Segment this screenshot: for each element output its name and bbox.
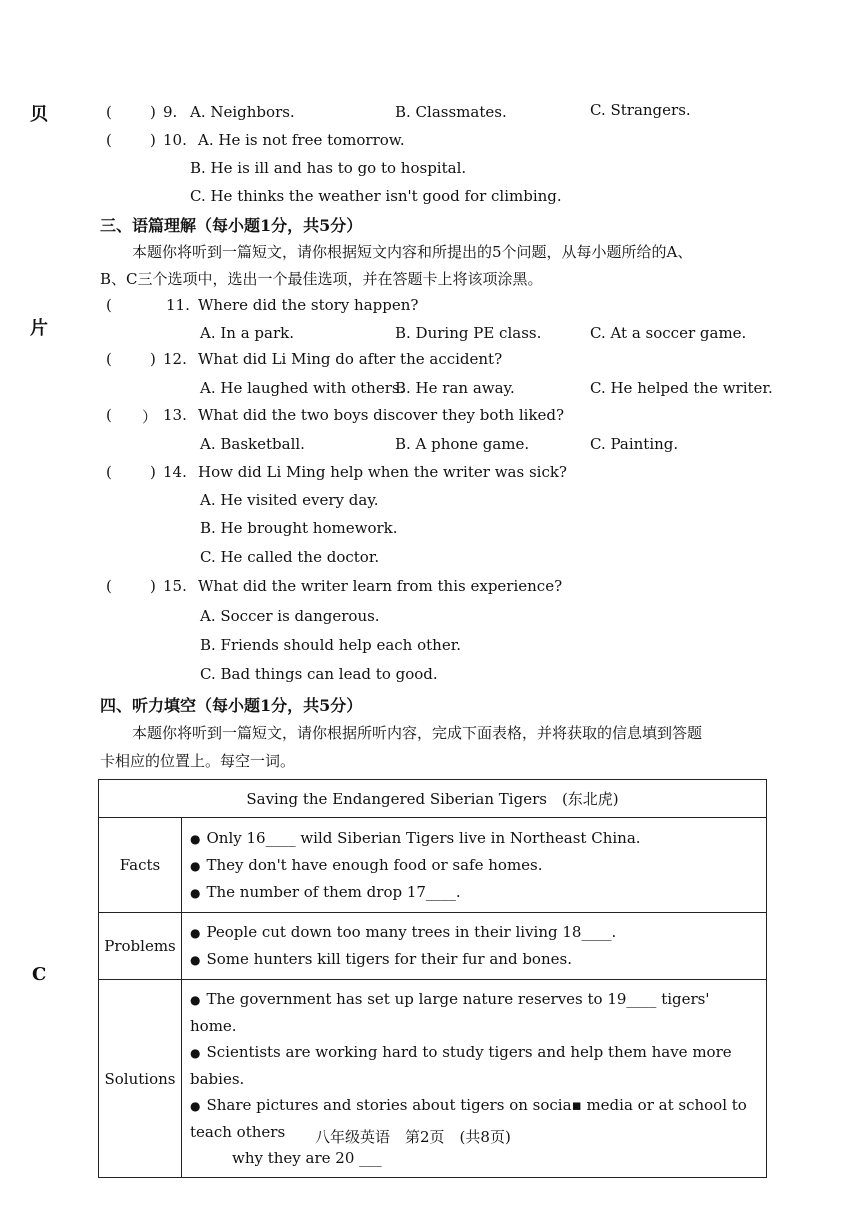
question-text: Where did the story happen? [198,296,419,314]
option-c: C. He called the doctor. [200,548,380,566]
question-text: What did the writer learn from this experience? [198,577,563,595]
section-3-instruction-cont: B、C三个选项中，选出一个最佳选项，并在答题卡上将该项涂黑。 [100,270,543,288]
answer-paren-open: ( [106,131,112,149]
solutions-label: Solutions [99,980,182,1178]
facts-item: ● The number of them drop 17____. [190,879,758,906]
option-b: B. He brought homework. [200,519,398,537]
problems-cell [182,913,767,980]
question-number: 13. [163,406,187,424]
answer-paren-close: ) [150,463,156,481]
facts-item: ● They don't have enough food or safe homes. [190,852,758,879]
answer-paren-open: ( [106,406,112,424]
tiger-info-table [98,779,767,1178]
answer-paren-close: ) [150,350,156,368]
option-a: A. He laughed with others. [200,379,405,397]
option-c: C. Painting. [590,435,679,453]
answer-paren-open: ( [106,103,112,121]
margin-mark-middle: 片 [30,318,48,339]
answer-paren-open: ( [106,463,112,481]
question-number: 14. [163,463,187,481]
option-c: C. Bad things can lead to good. [200,665,438,683]
facts-cell [182,818,767,913]
answer-paren-close: ) [150,577,156,595]
option-a: A. He visited every day. [200,491,379,509]
problems-label: Problems [99,913,182,980]
section-4-heading: 四、听力填空（每小题1分，共5分） [100,696,363,715]
answer-paren-close: ) [150,131,156,149]
option-c: C. He helped the writer. [590,379,773,397]
option-a: A. He is not free tomorrow. [198,131,405,149]
problems-item: ● Some hunters kill tigers for their fur and bones. [190,946,758,973]
question-number: 15. [163,577,187,595]
solutions-item: ● Share pictures and stories about tigers on socia▪ media or at school to teach others [190,1092,758,1145]
section-4-instruction: 本题你将听到一篇短文，请你根据所听内容，完成下面表格，并将获取的信息填到答题 [132,724,703,742]
margin-mark-top: 贝 [30,104,48,125]
section-3-heading: 三、语篇理解（每小题1分，共5分） [100,216,363,235]
option-c: C. Strangers. [590,101,691,119]
option-b: B. During PE class. [395,324,542,342]
solutions-item: ● Scientists are working hard to study tigers and help them have more babies. [190,1039,758,1092]
question-number: 9. [163,103,178,121]
option-b: B. He ran away. [395,379,515,397]
section-3-instruction: 本题你将听到一篇短文，请你根据短文内容和所提出的5个问题，从每小题所给的A、 [132,243,693,261]
solutions-item-continuation: why they are 20 ___ [232,1149,382,1167]
question-number: 12. [163,350,187,368]
facts-item: ● Only 16____ wild Siberian Tigers live in Northeast China. [190,825,758,852]
option-a: A. Basketball. [200,435,305,453]
solutions-cell [182,980,767,1178]
answer-paren-open: ( [106,350,112,368]
answer-paren-open: ( [106,577,112,595]
option-b: B. Friends should help each other. [200,636,461,654]
page-footer: 八年级英语 第2页 (共8页) [315,1128,511,1146]
facts-label: Facts [99,818,182,913]
option-a: A. In a park. [200,324,295,342]
answer-paren-open: ( [106,296,112,314]
solutions-item: ● The government has set up large nature reserves to 19____ tigers' home. [190,986,758,1039]
option-a: A. Soccer is dangerous. [200,607,380,625]
margin-mark-bottom: C [32,964,47,985]
question-text: How did Li Ming help when the writer was sick? [198,463,567,481]
question-number: 10. [163,131,187,149]
question-text: What did the two boys discover they both liked? [198,406,565,424]
option-a: A. Neighbors. [190,103,295,121]
option-c: C. He thinks the weather isn't good for climbing. [190,187,562,205]
table-title: Saving the Endangered Siberian Tigers (东北虎) [99,780,767,818]
answer-paren-close: ） [142,408,158,426]
answer-paren-close: ) [150,103,156,121]
option-b: B. Classmates. [395,103,507,121]
question-text: What did Li Ming do after the accident? [198,350,503,368]
question-number: 11. [166,296,190,314]
option-c: C. At a soccer game. [590,324,747,342]
section-4-instruction-cont: 卡相应的位置上。每空一词。 [100,752,296,770]
problems-item: ● People cut down too many trees in their living 18____. [190,919,758,946]
option-b: B. A phone game. [395,435,530,453]
option-b: B. He is ill and has to go to hospital. [190,159,467,177]
